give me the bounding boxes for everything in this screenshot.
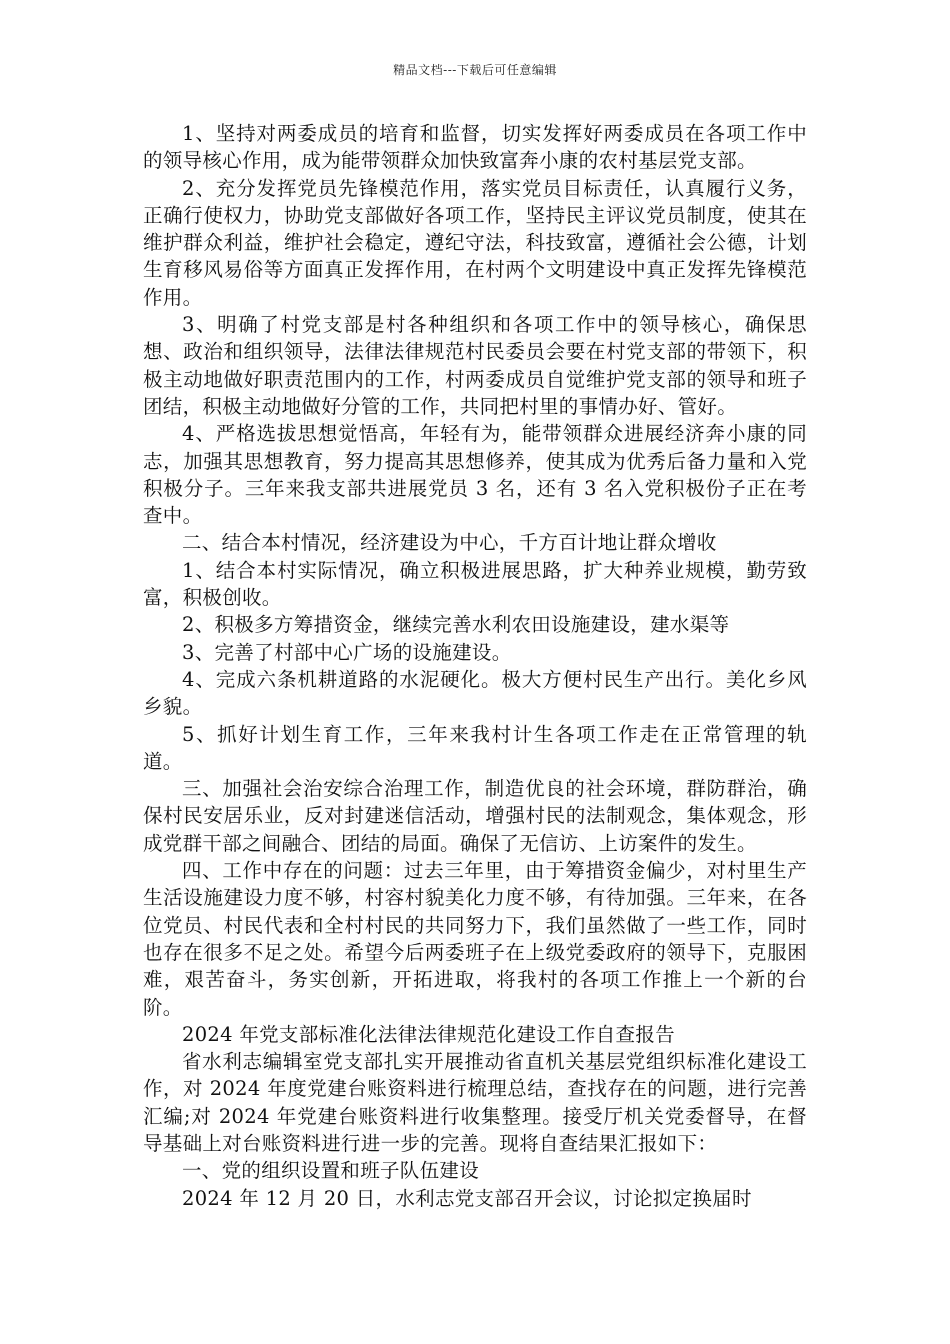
document-body	[143, 120, 807, 1212]
section-heading-4: 四、工作中存在的问题：过去三年里，由于筹措资金偏少，对村里生产生活设施建设力度不够，村容村貌美化力度不够，有待加强。三年来，在各位党员、村民代表和全村村民的共同努力下，我们虽然做了一些工作，同时也存在很多不足之处。希望今后两委班子在上级党委政府的领导下，克服困难，艰苦奋斗，务实创新，开拓进取，将我村的各项工作推上一个新的台阶。	[143, 859, 807, 1019]
paragraph-2: 2、充分发挥党员先锋模范作用，落实党员目标责任，认真履行义务，正确行使权力，协助党支部做好各项工作，坚持民主评议党员制度，使其在维护群众利益，维护社会稳定，遵纪守法，科技致富，遵循社会公德，计划生育移风易俗等方面真正发挥作用，在村两个文明建设中真正发挥先锋模范作用。	[143, 176, 807, 309]
paragraph-5: 1、结合本村实际情况，确立积极进展思路，扩大种养业规模，勤劳致富，积极创收。	[143, 558, 807, 610]
section-heading-1-report: 一、党的组织设置和班子队伍建设	[182, 1159, 480, 1183]
section-heading-3: 三、加强社会治安综合治理工作，制造优良的社会环境，群防群治，确保村民安居乐业，反对封建迷信活动，增强村民的法制观念，集体观念，形成党群干部之间融合、团结的局面。确保了无信访、上访案件的发生。	[143, 777, 807, 855]
paragraph-6: 2、积极多方筹措资金，继续完善水利农田设施建设，建水渠等	[182, 613, 730, 637]
section-heading-2: 二、结合本村情况，经济建设为中心，千方百计地让群众增收	[182, 531, 717, 555]
paragraph-10: 省水利志编辑室党支部扎实开展推动省直机关基层党组织标准化建设工作，对 2024 年度党建台账资料进行梳理总结，查找存在的问题，进行完善汇编;对 2024 年党建台账资料进行收集整理。接受厅机关党委督导，在督导基础上对台账资料进行进一步的完善。现将自查结果汇报如下：	[143, 1050, 807, 1155]
page-header: 精品文档---下载后可任意编辑	[393, 63, 557, 77]
paragraph-3: 3、明确了村党支部是村各种组织和各项工作中的领导核心，确保思想、政治和组织领导，法律法律规范村民委员会要在村党支部的带领下，积极主动地做好职责范围内的工作，村两委成员自觉维护党支部的领导和班子团结，积极主动地做好分管的工作，共同把村里的事情办好、管好。	[143, 313, 807, 418]
report-title: 2024 年党支部标准化法律法律规范化建设工作自查报告	[182, 1022, 675, 1046]
paragraph-9: 5、抓好计划生育工作，三年来我村计生各项工作走在正常管理的轨道。	[143, 722, 807, 773]
paragraph-8: 4、完成六条机耕道路的水泥硬化。极大方便村民生产出行。美化乡风乡貌。	[143, 667, 807, 719]
paragraph-11: 2024 年 12 月 20 日，水利志党支部召开会议，讨论拟定换届时	[182, 1186, 752, 1210]
paragraph-1: 1、坚持对两委成员的培育和监督，切实发挥好两委成员在各项工作中的领导核心作用，成为能带领群众加快致富奔小康的农村基层党支部。	[143, 122, 807, 173]
paragraph-7: 3、完善了村部中心广场的设施建设。	[182, 640, 512, 664]
paragraph-4: 4、严格选拔思想觉悟高，年轻有为，能带领群众进展经济奔小康的同志，加强其思想教育，努力提高其思想修养，使其成为优秀后备力量和入党积极分子。三年来我支部共进展党员 3 名，还有 3 名入党积极份子正在考查中。	[143, 422, 807, 528]
